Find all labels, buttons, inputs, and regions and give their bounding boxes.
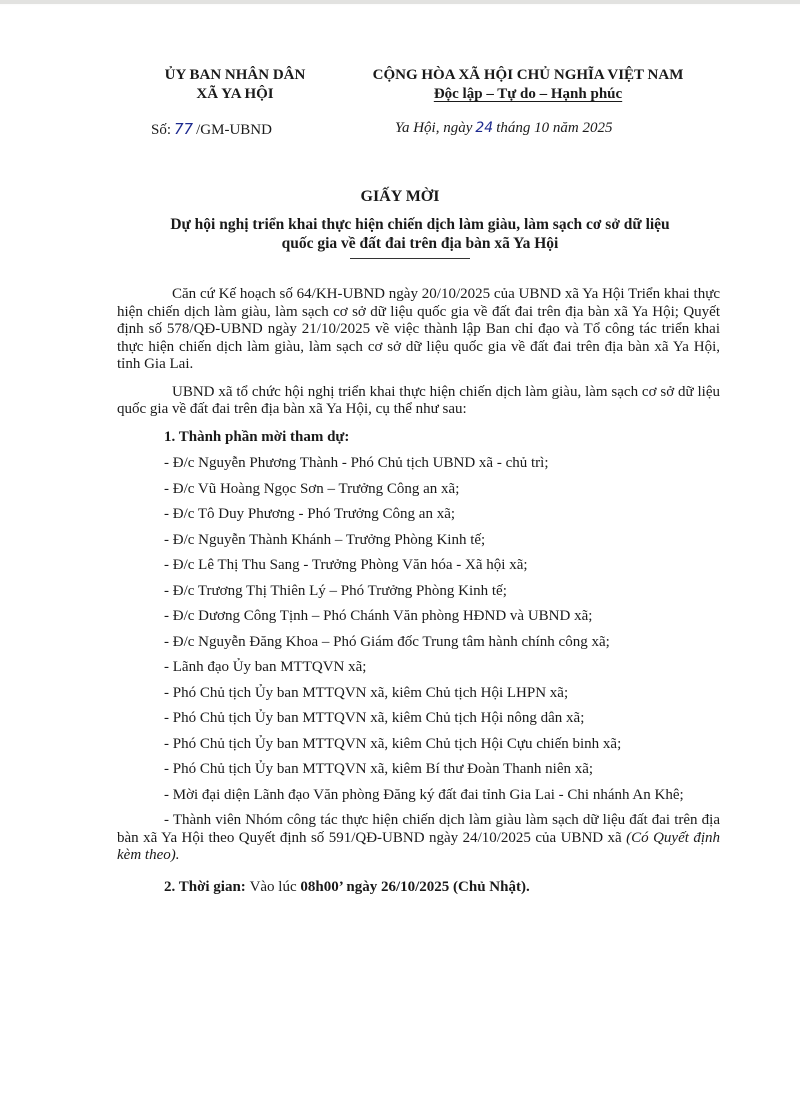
section-time-title: 2. Thời gian:	[164, 878, 246, 895]
attendee-item: - Đ/c Vũ Hoàng Ngọc Sơn – Trưởng Công an xã;	[164, 480, 460, 497]
date-suffix: tháng 10 năm 2025	[496, 120, 613, 136]
attendee-item: - Lãnh đạo Ủy ban MTTQVN xã;	[164, 659, 367, 675]
intro-paragraph: UBND xã tổ chức hội nghị triển khai thực hiện chiến dịch làm giàu, làm sạch cơ sở dữ liệu quốc gia về đất đai trên địa bàn xã Ya Hội, cụ thể như sau:	[117, 383, 720, 417]
attendee-item: - Phó Chủ tịch Ủy ban MTTQVN xã, kiêm Chủ tịch Hội LHPN xã;	[164, 684, 569, 701]
legal-basis-paragraph: Căn cứ Kế hoạch số 64/KH-UBND ngày 20/10/2025 của UBND xã Ya Hội Triển khai thực hiện chiến dịch làm giàu, làm sạch cơ sở dữ liệu quốc gia về đất đai trên địa bàn xã Ya Hội; Quyết định số 578/QĐ-UBND ngày 21/10/2025 về việc thành lập Ban chỉ đạo và Tổ công tác triển khai thực hiện chiến dịch làm giàu, làm sạch cơ sở dữ liệu quốc gia về đất đai trên địa bàn xã Ya Hội, tỉnh Gia Lai.	[117, 286, 720, 372]
attendee-item: - Đ/c Nguyễn Đăng Khoa – Phó Giám đốc Trung tâm hành chính công xã;	[164, 633, 610, 650]
agency-line-2: XÃ YA HỘI	[196, 86, 274, 102]
attendee-item: - Đ/c Nguyễn Thành Khánh – Trưởng Phòng Kinh tế;	[164, 531, 486, 548]
attendee-item: - Phó Chủ tịch Ủy ban MTTQVN xã, kiêm Chủ tịch Hội Cựu chiến binh xã;	[164, 735, 622, 752]
date-prefix: Ya Hội, ngày	[395, 120, 473, 136]
members-text: - Thành viên Nhóm công tác thực hiện chiến dịch làm giàu làm sạch dữ liệu đất đai trên địa bàn xã Ya Hội theo Quyết định số 591/QĐ-UBND ngày 24/10/2025 của UBND xã	[117, 812, 720, 846]
subject-underline	[350, 258, 470, 259]
attendee-item: - Phó Chủ tịch Ủy ban MTTQVN xã, kiêm Chủ tịch Hội nông dân xã;	[164, 710, 585, 726]
document-number	[151, 120, 272, 139]
attendee-item: - Đ/c Dương Công Tịnh – Phó Chánh Văn phòng HĐND và UBND xã;	[164, 608, 593, 624]
subject-line-2: quốc gia về đất đai trên địa bàn xã Ya Hội	[281, 235, 559, 252]
attendee-item: - Đ/c Tô Duy Phương - Phó Trưởng Công an xã;	[164, 506, 456, 522]
scan-edge	[0, 0, 800, 4]
doc-no-prefix: Số:	[151, 122, 172, 138]
place-and-date	[395, 120, 612, 137]
issuing-agency	[140, 66, 330, 104]
document-type-title: GIẤY MỜI	[360, 188, 440, 205]
national-header	[352, 66, 704, 104]
motto: Độc lập – Tự do – Hạnh phúc	[433, 86, 623, 102]
agency-line-1: ỦY BAN NHÂN DÂN	[164, 67, 306, 83]
section-time-value: 08h00’ ngày 26/10/2025 (Chủ Nhật).	[300, 878, 530, 895]
attendee-list	[117, 455, 720, 865]
doc-no-suffix: /GM-UBND	[196, 122, 272, 138]
date-day-handwritten: 24	[475, 120, 494, 136]
doc-no-handwritten: 77	[174, 120, 194, 138]
attendee-item: - Đ/c Nguyễn Phương Thành - Phó Chủ tịch UBND xã - chủ trì;	[164, 455, 549, 471]
subject-line-1: Dự hội nghị triển khai thực hiện chiến dịch làm giàu, làm sạch cơ sở dữ liệu	[170, 216, 670, 233]
attendee-item: - Phó Chủ tịch Ủy ban MTTQVN xã, kiêm Bí thư Đoàn Thanh niên xã;	[164, 761, 594, 777]
attendee-item-members	[117, 812, 720, 865]
section-attendees-title: 1. Thành phần mời tham dự:	[164, 428, 350, 445]
section-time-prefix: Vào lúc	[249, 878, 297, 895]
attendee-item: - Mời đại diện Lãnh đạo Văn phòng Đăng ký đất đai tỉnh Gia Lai - Chi nhánh An Khê;	[164, 786, 684, 803]
nation-title: CỘNG HÒA XÃ HỘI CHỦ NGHĨA VIỆT NAM	[372, 67, 684, 83]
section-time	[164, 879, 720, 897]
attendee-item: - Đ/c Lê Thị Thu Sang - Trưởng Phòng Văn hóa - Xã hội xã;	[164, 557, 528, 573]
document-body	[117, 286, 720, 896]
members-note: (Có Quyết định kèm theo).	[117, 829, 720, 863]
document-subject	[110, 215, 730, 253]
attendee-item: - Đ/c Trương Thị Thiên Lý – Phó Trưởng Phòng Kinh tế;	[164, 582, 507, 599]
